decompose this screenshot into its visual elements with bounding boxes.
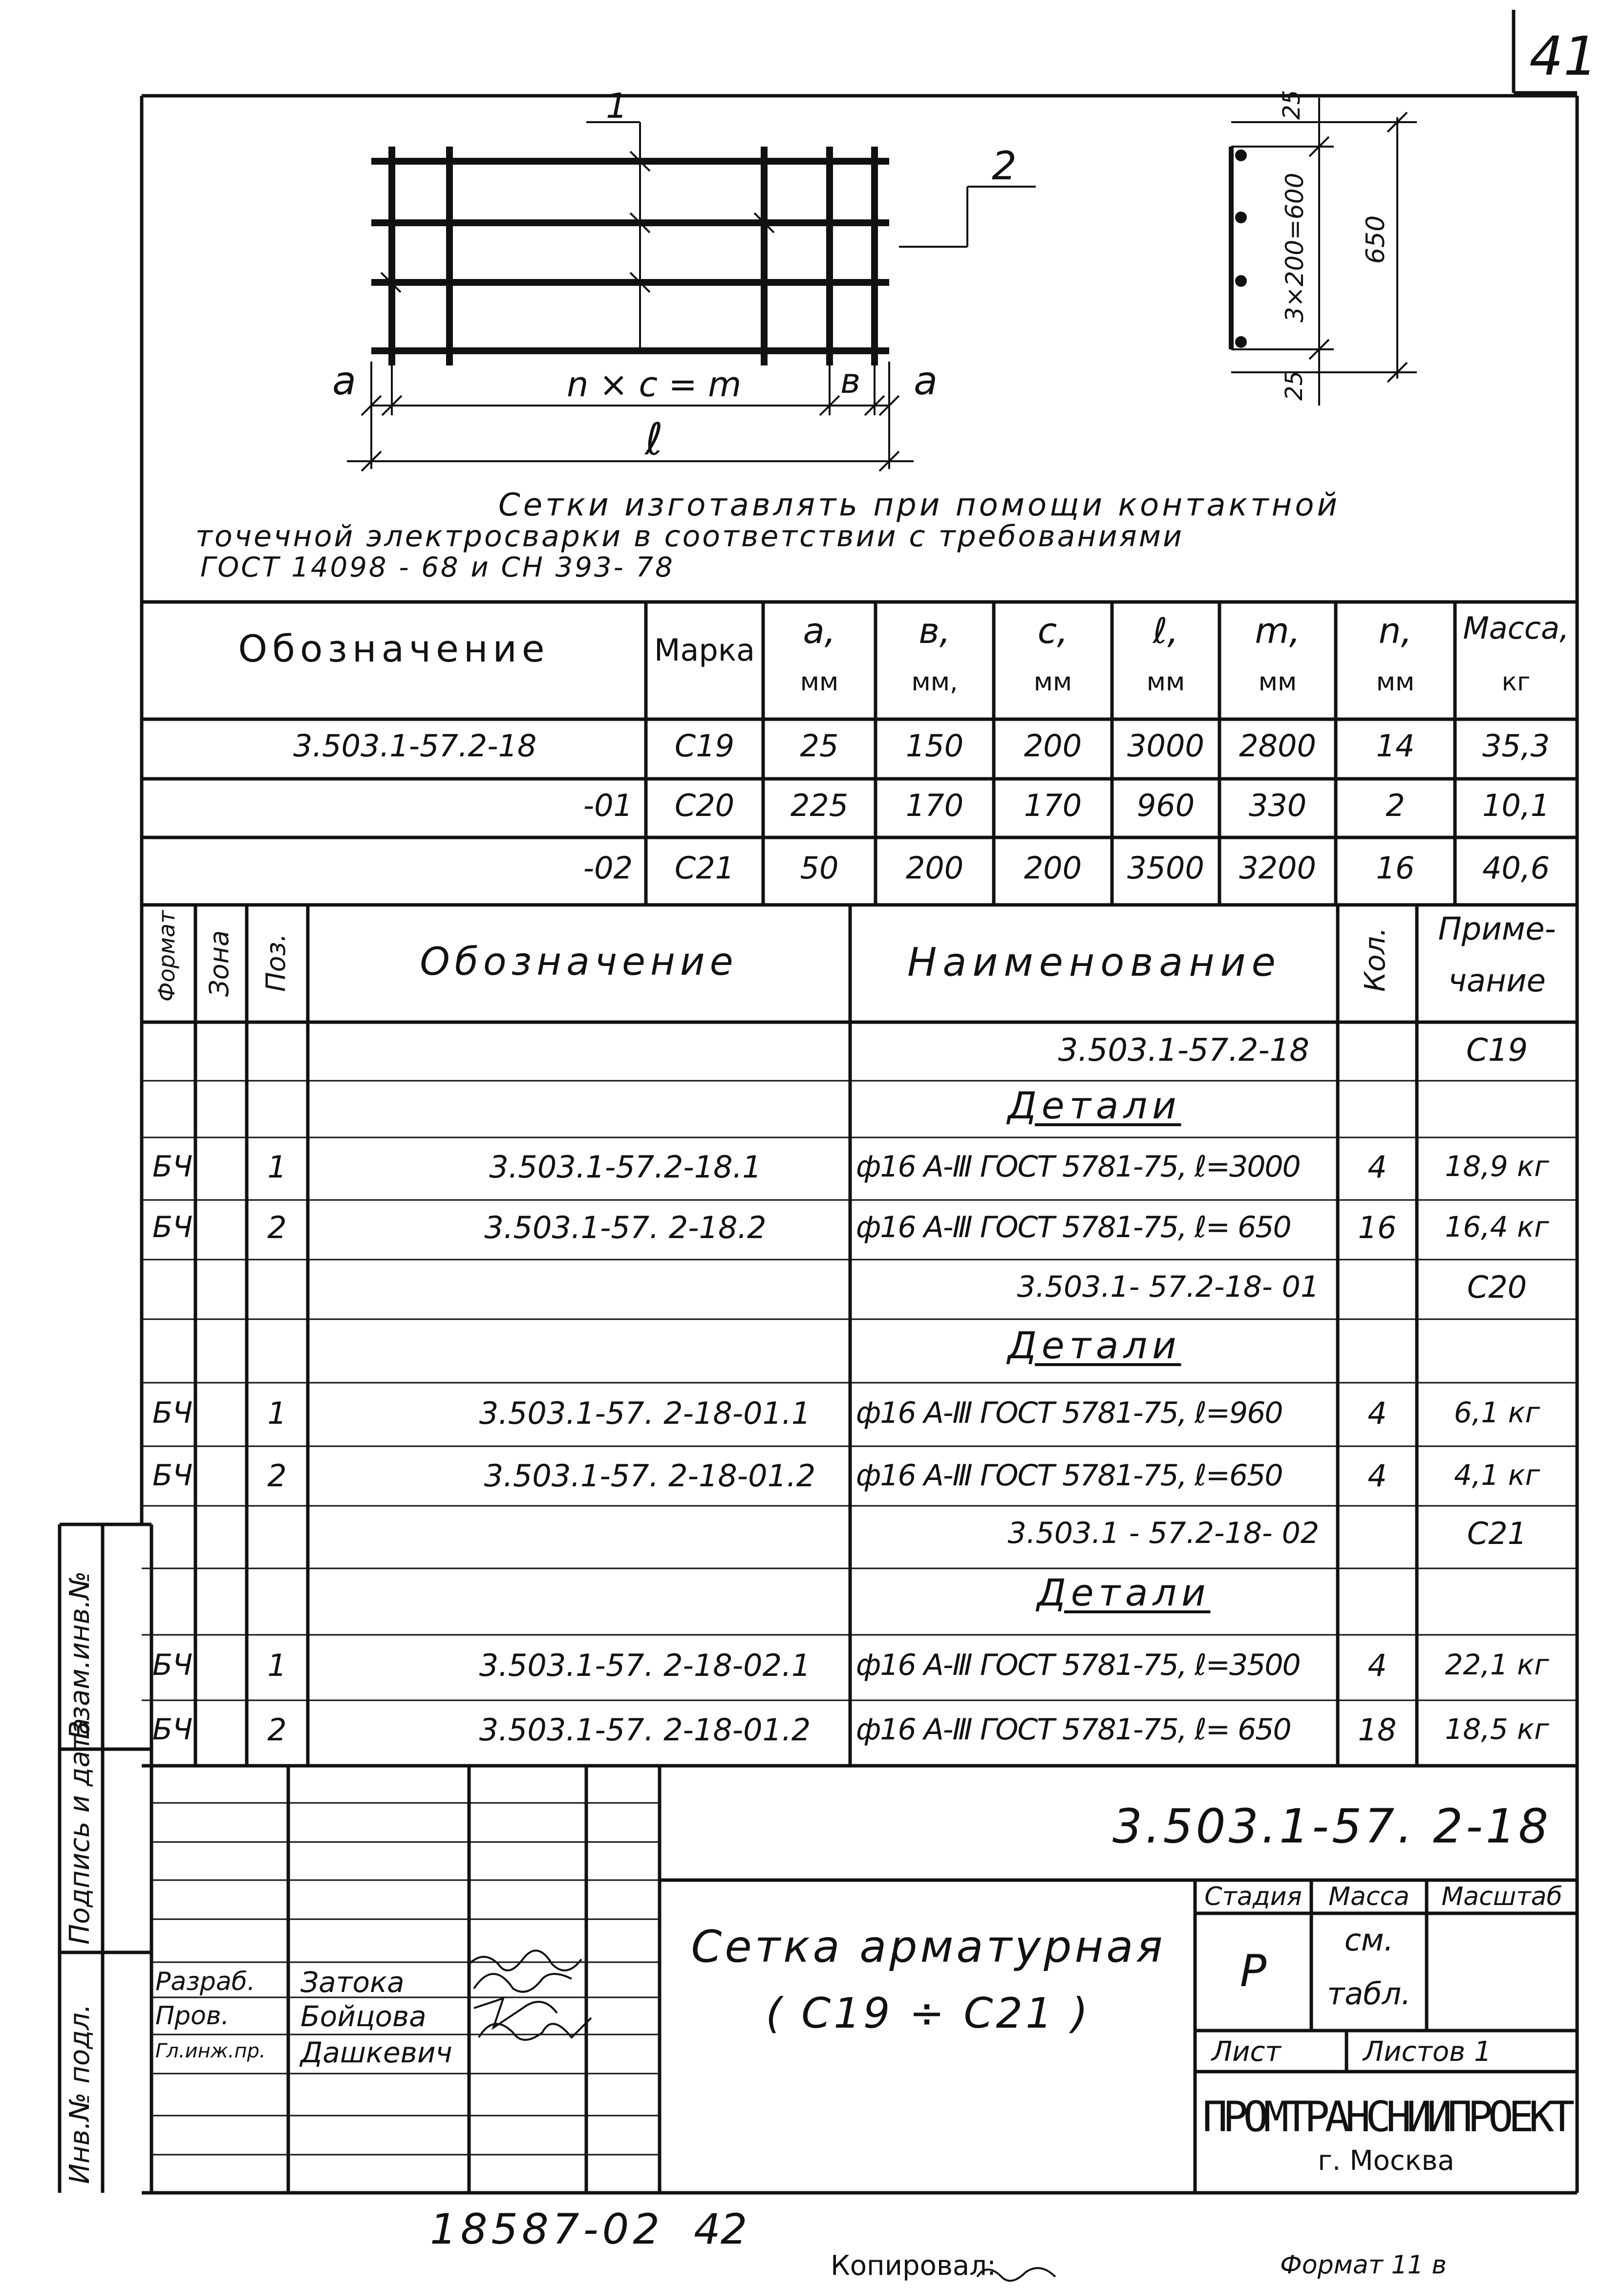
spec-item-designation: 3.503.1-57. 2-18-01.1 [479,1395,811,1431]
param-row-mark: С20 [674,788,735,823]
spec-item-qty: 4 [1368,1149,1387,1185]
param-header-b: в, [919,610,951,651]
param-header-n-unit: мм [1376,667,1415,697]
spec-item-name: ф16 А-Ⅲ ГОСТ 5781-75, ℓ=3500 [856,1648,1300,1682]
spec-item-designation: 3.503.1-57. 2-18.2 [484,1210,767,1245]
dim-n-c-m: n × c = m [567,364,742,405]
spec-item-qty: 16 [1358,1210,1397,1245]
spec-item-qty: 4 [1368,1648,1387,1683]
param-row-l: 3500 [1127,850,1204,886]
dim-top-25: 25 [1278,89,1305,120]
spec-item-pos: 1 [267,1149,287,1185]
checker-role: Пров. [155,2001,230,2031]
sheet-label: Лист [1212,2036,1281,2068]
param-row-m: 2800 [1239,728,1316,764]
param-row-mark: С21 [674,850,735,886]
dim-650: 650 [1361,215,1390,264]
param-row-designation: -01 [583,788,633,823]
param-row-m: 330 [1248,788,1307,823]
spec-item-designation: 3.503.1-57. 2-18-02.1 [479,1648,811,1683]
dim-bottom-25: 25 [1281,370,1308,401]
spec-header-name: Наименование [907,940,1282,985]
param-header-c: c, [1037,610,1068,651]
stage-label: Стадия [1204,1882,1302,1911]
param-header-c-unit: мм [1033,667,1072,697]
side-label-inv-sub: Инв.№ подл. [64,2004,96,2184]
leader-label-1: 1 [606,86,628,126]
param-row-n: 16 [1376,850,1415,886]
spec-item-note: 22,1 кг [1445,1648,1549,1681]
drawing-title-line-2: ( С19 ÷ С21 ) [766,1989,1091,2038]
param-header-a-unit: мм [800,667,839,697]
note-line-3: ГОСТ 14098 - 68 и СН 393- 78 [200,552,675,583]
spec-item-name: ф16 А-Ⅲ ГОСТ 5781-75, ℓ=650 [856,1458,1282,1493]
mass-label: Масса [1328,1882,1410,1911]
organization-name: ПРОМТРАНСНИИПРОЕКТ [1202,2093,1570,2141]
spec-item-designation: 3.503.1-57. 2-18-01.2 [479,1712,811,1748]
spec-item-pos: 2 [267,1210,287,1245]
param-row-n: 14 [1376,728,1415,764]
spec-item-format: БЧ [152,1713,193,1747]
spec-item-pos: 2 [267,1458,287,1494]
param-row-a: 225 [790,788,849,823]
spec-item-qty: 4 [1368,1395,1387,1431]
mass-value-1: см. [1344,1922,1394,1958]
spec-assembly-name: 3.503.1- 57.2-18- 01 [1017,1270,1319,1304]
param-row-a: 50 [800,850,839,886]
spec-item-pos: 1 [267,1395,287,1431]
param-header-mark: Марка [654,632,755,668]
scale-label: Масштаб [1441,1882,1562,1911]
param-row-designation: 3.503.1-57.2-18 [293,728,537,764]
spec-item-qty: 4 [1368,1458,1387,1494]
footer-number: 42 [694,2205,748,2254]
param-row-c: 170 [1024,788,1082,823]
spec-item-format: БЧ [152,1458,193,1493]
leader-label-2: 2 [992,143,1017,189]
dim-a-left: a [332,358,357,404]
doc-code: 3.503.1-57. 2-18 [1112,1799,1551,1854]
param-header-m-unit: мм [1258,667,1297,697]
stage-value: Р [1239,1946,1267,1997]
checker-name: Бойцова [300,2000,427,2033]
param-row-m: 3200 [1239,850,1316,886]
drawing-title-line-1: Сетка арматурная [691,1921,1166,1972]
spec-item-note: 18,9 кг [1445,1150,1549,1183]
spec-assembly-note: С21 [1467,1516,1527,1551]
param-row-l: 960 [1136,788,1195,823]
format-label: Формат 11 в [1280,2250,1447,2280]
spec-header-designation: Обозначение [420,940,738,984]
note-line-1: Сетки изготавлять при помощи контактной [498,487,1341,523]
param-header-a: a, [803,610,836,651]
param-row-c: 200 [1024,728,1082,764]
spec-assembly-name: 3.503.1 - 57.2-18- 02 [1007,1516,1319,1550]
param-row-b: 150 [905,728,964,764]
spec-item-pos: 2 [267,1712,287,1748]
spec-item-name: ф16 А-Ⅲ ГОСТ 5781-75, ℓ= 650 [856,1210,1291,1244]
dim-l: ℓ [645,414,663,465]
spec-item-qty: 18 [1358,1712,1397,1748]
spec-assembly-name: 3.503.1-57.2-18 [1058,1032,1309,1069]
param-row-l: 3000 [1127,728,1204,764]
spec-item-format: БЧ [152,1210,193,1244]
dim-a-right: a [914,358,938,404]
param-header-n: n, [1378,610,1412,651]
param-row-mass: 10,1 [1482,788,1550,823]
side-label-vzam-inv: Взам.инв.№ [64,1571,96,1739]
sheets-label: Листов 1 [1363,2036,1492,2068]
spec-item-format: БЧ [152,1396,193,1430]
param-row-mass: 35,3 [1482,728,1550,764]
organization-city: г. Москва [1318,2145,1454,2177]
note-line-2: точечной электросварки в соответствии с требованиями [195,519,1184,554]
spec-section-title: Детали [1037,1571,1211,1614]
spec-header-note-2: чание [1448,963,1546,999]
spec-item-designation: 3.503.1-57.2-18.1 [489,1149,762,1185]
page-number: 41 [1529,25,1598,87]
spec-section-title: Детали [1007,1084,1181,1127]
param-header-l-unit: мм [1146,667,1185,697]
spec-header-note-1: Приме- [1438,911,1556,947]
spec-item-name: ф16 А-Ⅲ ГОСТ 5781-75, ℓ=960 [856,1396,1282,1430]
inventory-number: 18587-02 [430,2205,664,2254]
spec-item-note: 6,1 кг [1453,1396,1540,1429]
param-header-mass: Масса, [1463,610,1569,646]
dim-b: в [840,361,861,401]
param-row-mass: 40,6 [1482,850,1550,886]
spec-item-name: ф16 А-Ⅲ ГОСТ 5781-75, ℓ=3000 [856,1150,1300,1184]
side-label-sign-date: Подпись и дата [64,1718,96,1945]
param-header-mass-unit: кг [1501,667,1531,697]
spec-item-format: БЧ [152,1648,193,1682]
spec-item-note: 4,1 кг [1453,1458,1540,1492]
param-header-designation: Обозначение [238,627,550,670]
dim-spacing: 3×200=600 [1281,172,1309,322]
spec-item-pos: 1 [267,1648,287,1683]
param-row-b: 170 [905,788,964,823]
spec-header-format: Формат [153,910,180,1002]
spec-item-designation: 3.503.1-57. 2-18-01.2 [484,1458,816,1494]
spec-header-zone: Зона [204,930,235,997]
developer-role: Разраб. [155,1967,256,1996]
param-row-mark: С19 [674,728,735,764]
param-row-designation: -02 [583,850,633,886]
param-header-b-unit: мм, [911,667,958,697]
mesh-sketch [347,98,1417,471]
param-header-l: ℓ, [1153,610,1179,651]
spec-header-qty: Кол. [1358,927,1391,992]
spec-item-note: 16,4 кг [1445,1210,1549,1243]
copied-by-label: Копировал: [831,2250,996,2282]
param-row-n: 2 [1386,788,1405,823]
spec-section-title: Детали [1007,1324,1181,1367]
spec-assembly-note: С20 [1467,1269,1527,1305]
param-row-a: 25 [800,728,839,764]
param-header-m: m, [1255,610,1301,651]
param-row-c: 200 [1024,850,1082,886]
chief-engineer-role: Гл.инж.пр. [155,2040,266,2062]
spec-header-pos: Поз. [260,933,291,992]
developer-name: Затока [300,1966,405,1999]
chief-engineer-name: Дашкевич [300,2036,452,2069]
spec-item-note: 18,5 кг [1445,1713,1549,1746]
param-row-b: 200 [905,850,964,886]
spec-assembly-note: С19 [1466,1032,1528,1069]
spec-item-format: БЧ [152,1150,193,1184]
spec-item-name: ф16 А-Ⅲ ГОСТ 5781-75, ℓ= 650 [856,1713,1291,1747]
mass-value-2: табл. [1327,1976,1411,2012]
